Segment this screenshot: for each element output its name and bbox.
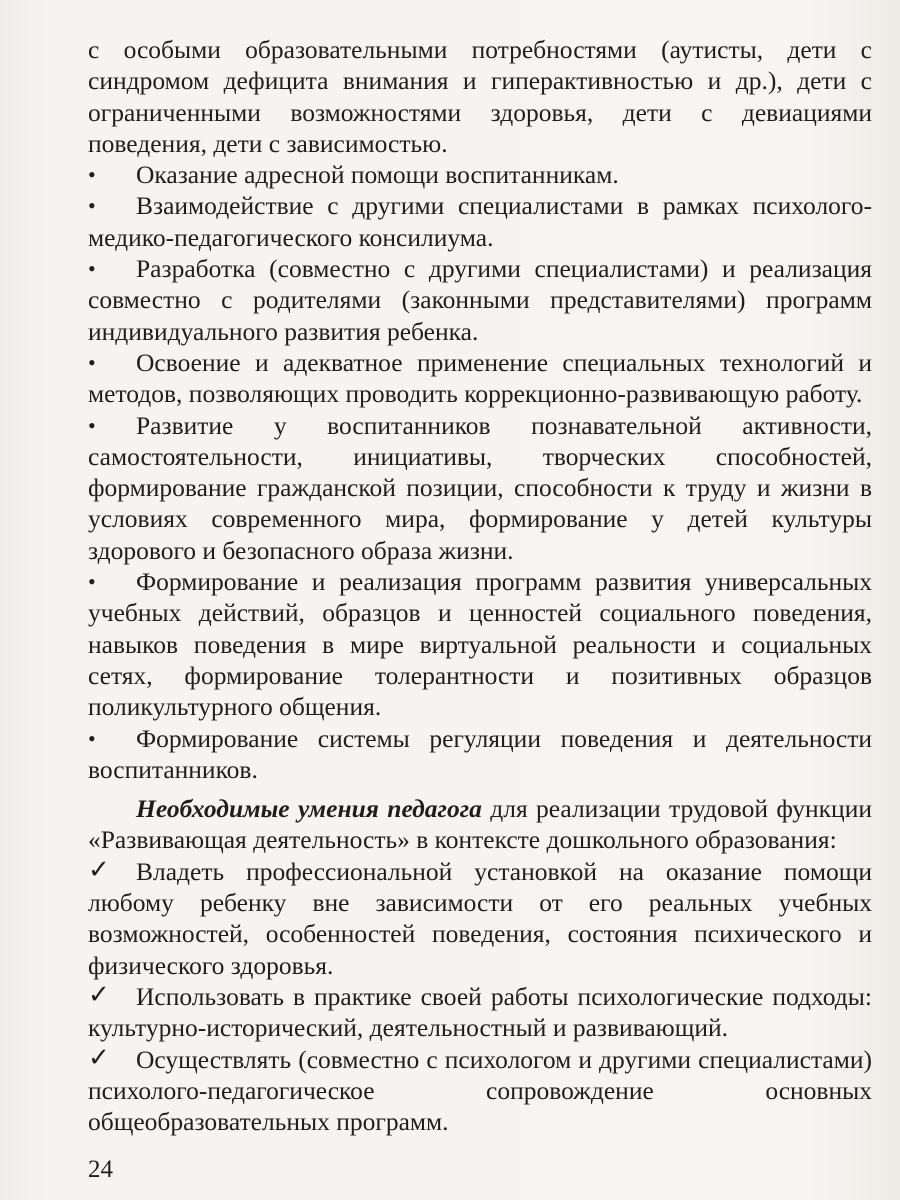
page-body-text [88, 34, 872, 1137]
bullet-item [88, 159, 872, 190]
bullet-text: Развитие у воспитанников познавательной активности, самостоятельности, инициативы, творческих способностей, формирование гражданской позиции, способности к труду и жизни в условиях современного мира, формирование у детей культуры здорового и безопасного образа жизни. [88, 410, 872, 565]
skills-intro-text: для реализации трудовой функции «Развивающая деятельность» в контексте дошкольного образования: [88, 794, 872, 855]
bullet-item [88, 347, 872, 410]
bullet-text: Освоение и адекватное применение специальных технологий и методов, позволяющих проводить коррекционно-развивающую работу. [88, 347, 872, 409]
check-item [88, 981, 872, 1044]
bullet-icon: • [88, 725, 96, 751]
checkmark-icon: ✓ [88, 979, 110, 1010]
bullet-text: Взаимодействие с другими специалистами в рамках психолого-медико-педагогического консилиума. [88, 191, 872, 252]
bullet-text: Разработка (совместно с другими специалистами) и реализация совместно с родителями (законными представителями) программ индивидуального развития ребенка. [88, 254, 872, 346]
bullet-item [88, 566, 872, 722]
continuation-paragraph: с особыми образовательными потребностями (аутисты, дети с синдромом дефицита внимания и гиперактивностью и др.), дети с ограниченными возможностями здоровья, дети с девиациями поведения, дети с зависимостью. [88, 35, 872, 158]
bullet-item [88, 723, 872, 786]
bullet-item [88, 190, 872, 253]
bullet-text: Формирование системы регуляции поведения и деятельности воспитанников. [88, 723, 872, 784]
check-text: Осуществлять (совместно с психологом и другими специалистами) психолого-педагогическое сопровождение основных общеобразовательных программ. [88, 1044, 872, 1137]
bullet-text: Оказание адресной помощи воспитанникам. [136, 160, 619, 190]
bullet-icon: • [88, 193, 96, 219]
bullet-icon: • [88, 349, 96, 375]
bullet-icon: • [88, 162, 96, 188]
bullet-text: Формирование и реализация программ развития универсальных учебных действий, образцов и ценностей социального поведения, навыков поведения в мире виртуальной реальности и социальных сетях, формирование толерантности и позитивных образцов поликультурного общения. [88, 567, 872, 722]
bullet-icon: • [88, 256, 96, 282]
page-number: 24 [88, 1156, 113, 1183]
check-text: Владеть профессиональной установкой на оказание помощи любому ребенку вне зависимости от его реальных учебных возможностей, особенностей поведения, состояния психического и физического здоровья. [88, 856, 872, 980]
checkmark-icon: ✓ [88, 854, 110, 885]
check-item [88, 1044, 872, 1138]
bullet-icon: • [88, 412, 96, 438]
check-item [88, 856, 872, 981]
bullet-item [88, 410, 872, 566]
skills-intro-paragraph [88, 793, 872, 856]
check-text: Использовать в практике своей работы психологические подходы: культурно-исторический, деятельностный и развивающий. [88, 981, 872, 1043]
checkmark-icon: ✓ [88, 1042, 110, 1073]
skills-heading-emphasis: Необходимые умения педагога [136, 794, 482, 824]
bullet-icon: • [88, 569, 96, 595]
bullet-item [88, 253, 872, 347]
